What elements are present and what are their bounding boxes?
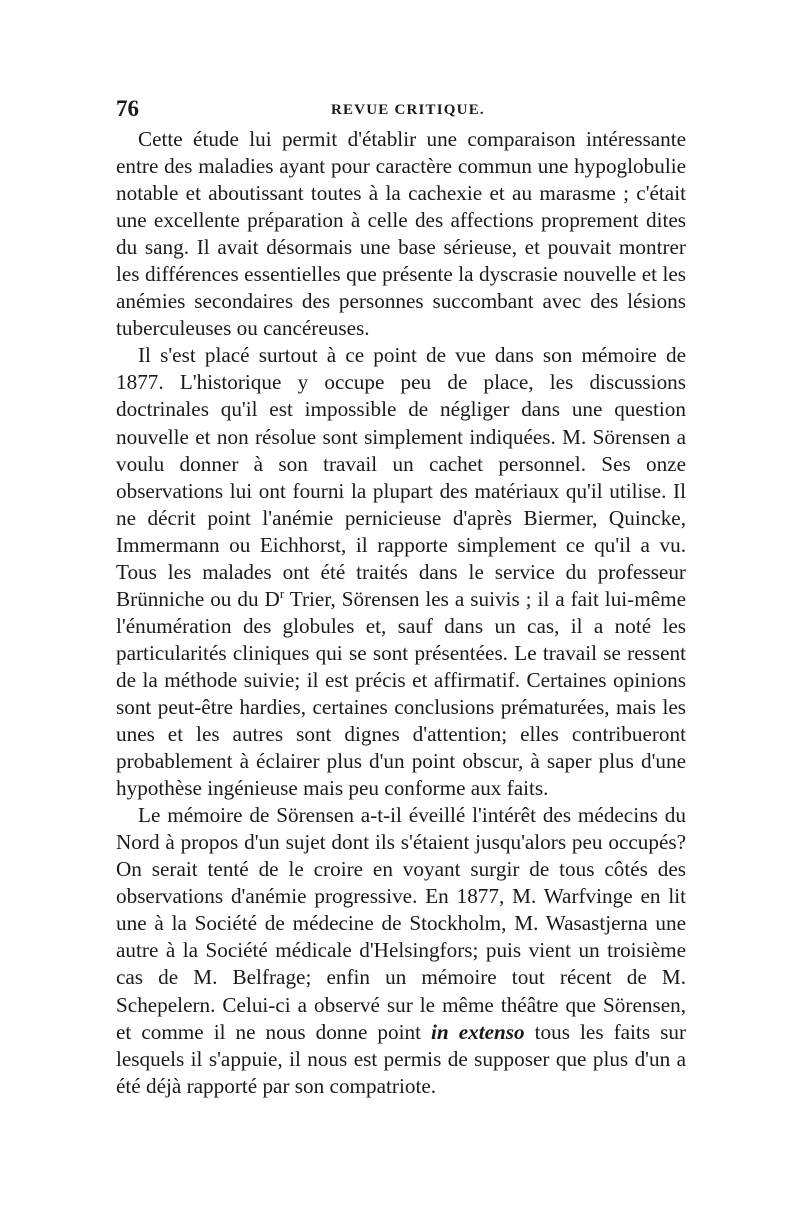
- body-text: [116, 126, 686, 1100]
- paragraph-2-text-start: Il s'est placé surtout à ce point de vue dans son mémoire de 1877. L'historique y occupe peu de place, les discussions doctrinales qu'il est impossible de négliger dans une question nouvelle et non résolue sont simplement indiquées. M. Sörensen a voulu donner à son travail un cachet personnel. Ses onze observations lui ont fourni la plupart des matériaux qu'il utilise. Il ne décrit point l'anémie pernicieuse d'après Biermer, Quincke, Immermann ou Eichhorst, il rapporte simplement ce qu'il a vu. Tous les malades ont été traités dans le service du professeur Brünniche ou du D: [116, 343, 686, 611]
- page-header: [116, 96, 686, 126]
- paragraph-3-text-start: Le mémoire de Sörensen a-t-il éveillé l'intérêt des médecins du Nord à propos d'un sujet dont ils s'étaient jusqu'alors peu occupés? On serait tenté de le croire en voyant surgir de tous côtés des observations d'anémie progressive. En 1877, M. Warfvinge en lit une à la Société de médecine de Stockholm, M. Wasastjerna une autre à la Société médicale d'Helsingfors; puis vient un troisième cas de M. Belfrage; enfin un mémoire tout récent de M. Schepelern. Celui-ci a observé sur le même théâtre que Sörensen, et comme il ne nous donne point: [116, 803, 686, 1044]
- paragraph-1-text: Cette étude lui permit d'établir une comparaison intéressante entre des maladies ayant pour caractère commun une hypoglobulie notable et aboutissant toutes à la cachexie et au marasme ; c'était une excellente préparation à celle des affections proprement dites du sang. Il avait désormais une base sérieuse, et pouvait montrer les différences essentielles que présente la dyscrasie nouvelle et les anémies secondaires des personnes succombant avec des lésions tuberculeuses ou cancéreuses.: [116, 127, 686, 341]
- paragraph-2-text-end: Trier, Sörensen les a suivis ; il a fait lui-même l'énumération des globules et, sauf dans un cas, il a noté les particularités cliniques qui se sont présentées. Le travail se ressent de la méthode suivie; il est précis et affirmatif. Certaines opinions sont peut-être hardies, certaines conclusions prématurées, mais les unes et les autres sont dignes d'attention; elles contribueront probablement à éclairer plus d'un point obscur, à saper plus d'une hypothèse ingénieuse mais peu conforme aux faits.: [116, 586, 687, 801]
- page-number: 76: [116, 96, 139, 121]
- paragraph-3: [116, 802, 686, 1100]
- running-title: REVUE CRITIQUE.: [331, 102, 485, 118]
- paragraph-1: [116, 126, 686, 342]
- doctor-superscript: r: [279, 585, 285, 601]
- paragraph-2: [116, 342, 686, 802]
- italic-phrase: in extenso: [431, 1019, 525, 1044]
- paragraph-3-text-end: tous les faits sur lesquels il s'appuie, il nous est permis de supposer que plus d'un a été déjà rapporté par son compatriote.: [116, 1019, 686, 1098]
